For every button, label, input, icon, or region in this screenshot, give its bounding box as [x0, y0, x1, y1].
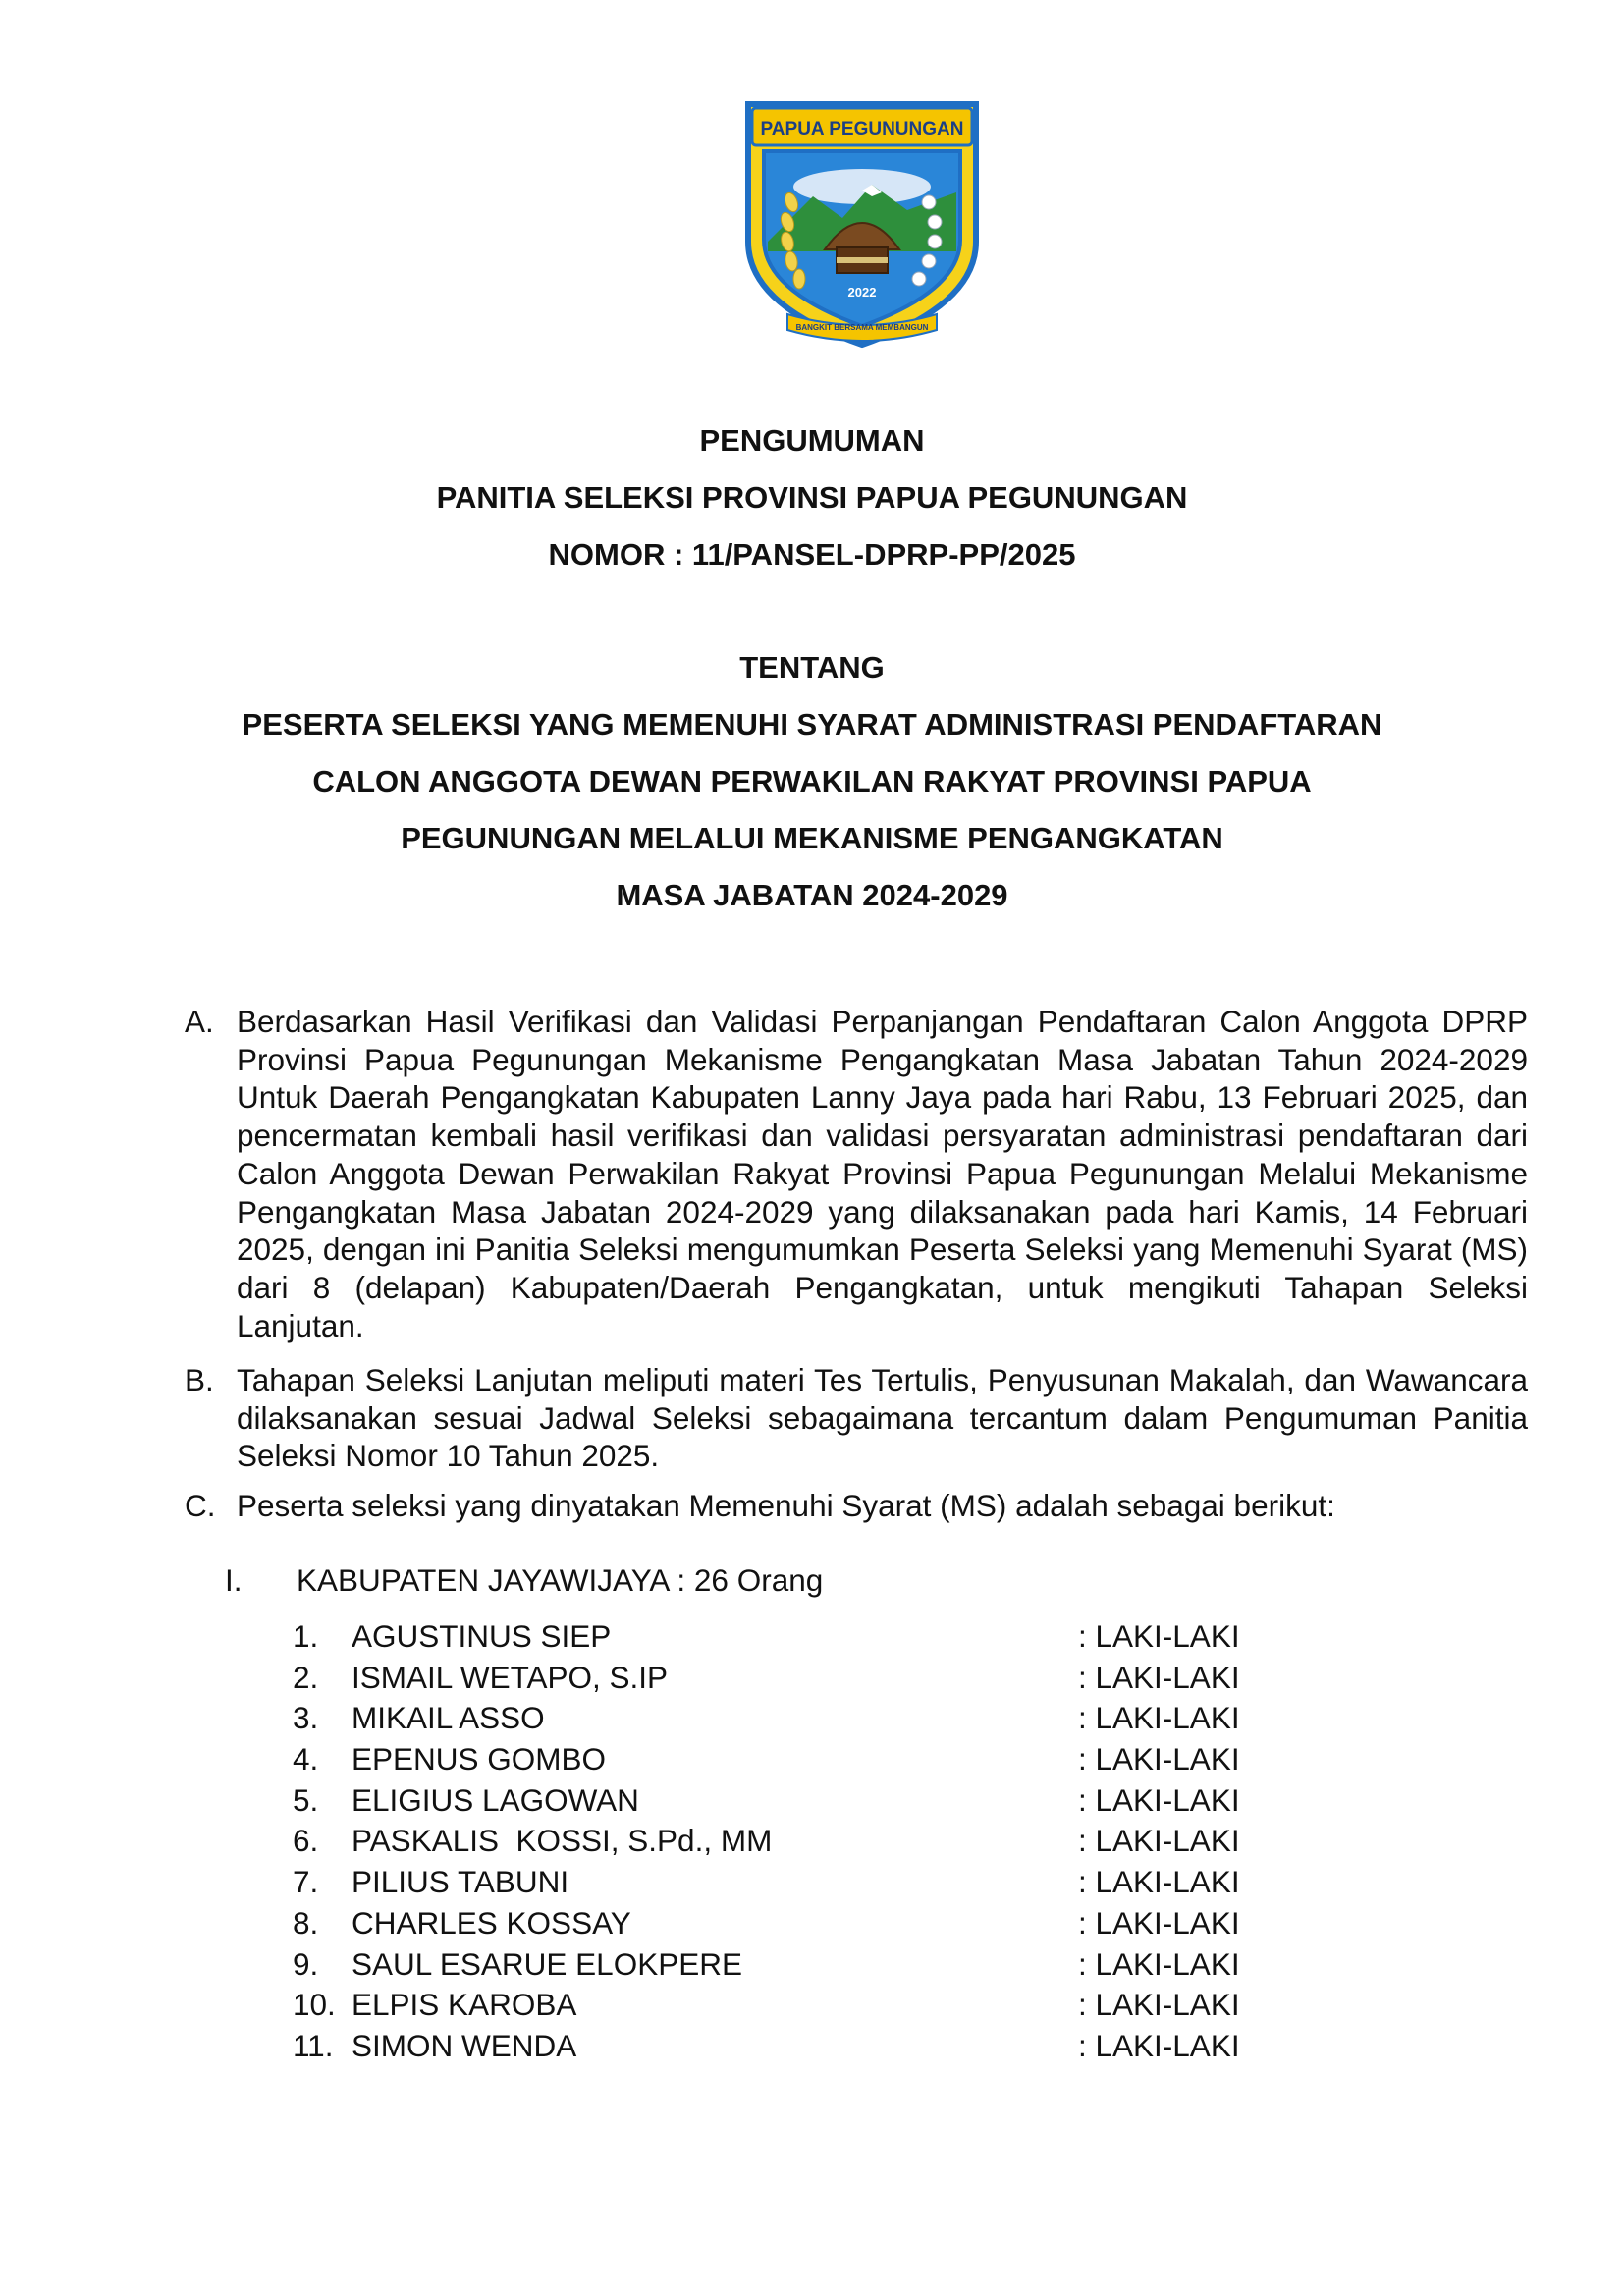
member-number: 3.: [293, 1700, 319, 1736]
member-name: SIMON WENDA: [352, 2027, 577, 2063]
member-name: ELIGIUS LAGOWAN: [352, 1781, 639, 1818]
section-number: I.: [225, 1562, 243, 1598]
member-name: AGUSTINUS SIEP: [352, 1618, 612, 1654]
list-item: [0, 1903, 1624, 1944]
list-item: [0, 1739, 1624, 1780]
member-number: 1.: [293, 1618, 319, 1654]
list-item: [0, 1616, 1624, 1658]
member-name: PILIUS TABUNI: [352, 1864, 569, 1900]
member-name: ISMAIL WETAPO, S.IP: [352, 1659, 669, 1695]
subject-term: MASA JABATAN 2024-2029: [616, 878, 1008, 912]
member-name: PASKALIS KOSSI, S.Pd., MM: [352, 1823, 773, 1859]
paragraph-text: Peserta seleksi yang dinyatakan Memenuhi Syarat (MS) adalah sebagai berikut:: [237, 1488, 1335, 1523]
subject-label: TENTANG: [739, 650, 885, 684]
header-title: PENGUMUMAN: [699, 423, 925, 458]
paragraph-letter: C.: [185, 1488, 216, 1523]
province-logo: [734, 94, 990, 350]
member-gender: : LAKI-LAKI: [1078, 1700, 1240, 1736]
list-item: [0, 1658, 1624, 1699]
list-item: [0, 1862, 1624, 1903]
member-name: MIKAIL ASSO: [352, 1700, 545, 1736]
member-gender: : LAKI-LAKI: [1078, 1659, 1240, 1695]
member-gender: : LAKI-LAKI: [1078, 1987, 1240, 2023]
list-item: [0, 1821, 1624, 1862]
member-number: 11.: [293, 2027, 334, 2063]
member-gender: : LAKI-LAKI: [1078, 1618, 1240, 1654]
header-number: NOMOR : 11/PANSEL-DPRP-PP/2025: [548, 537, 1076, 572]
paragraph-text: Tahapan Seleksi Lanjutan meliputi materi Tes Tertulis, Penyusunan Makalah, dan Wawancara dilaksanakan sesuai Jadwal Seleksi sebagaimana tercantum dalam Pengumuman Panitia Seleksi Nomor 10 Tahun 2025.: [237, 1362, 1528, 1474]
member-number: 8.: [293, 1904, 319, 1941]
member-gender: : LAKI-LAKI: [1078, 1945, 1240, 1982]
header-committee: PANITIA SELEKSI PROVINSI PAPUA PEGUNUNGAN: [436, 480, 1188, 515]
member-gender: : LAKI-LAKI: [1078, 1904, 1240, 1941]
subject-line: PEGUNUNGAN MELALUI MEKANISME PENGANGKATAN: [401, 821, 1223, 855]
member-number: 10.: [293, 1987, 336, 2023]
paragraph-letter: B.: [185, 1362, 214, 1397]
member-gender: : LAKI-LAKI: [1078, 1864, 1240, 1900]
paragraph-c: [185, 1487, 1528, 1525]
announcement-header: [0, 412, 1624, 583]
logo-banner-text: PAPUA PEGUNUNGAN: [760, 119, 964, 139]
member-name: ELPIS KAROBA: [352, 1987, 577, 2023]
list-item: [0, 1944, 1624, 1986]
section-title: KABUPATEN JAYAWIJAYA : 26 Orang: [297, 1562, 824, 1598]
member-gender: : LAKI-LAKI: [1078, 1741, 1240, 1777]
member-list: [0, 1616, 1624, 2067]
member-number: 5.: [293, 1781, 319, 1818]
member-number: 9.: [293, 1945, 319, 1982]
member-name: SAUL ESARUE ELOKPERE: [352, 1945, 742, 1982]
paragraph-b: [185, 1361, 1528, 1475]
member-number: 2.: [293, 1659, 319, 1695]
subject-line: CALON ANGGOTA DEWAN PERWAKILAN RAKYAT PROVINSI PAPUA: [312, 764, 1312, 798]
paragraph-a: [185, 1003, 1528, 1344]
logo-motto: BANGKIT BERSAMA MEMBANGUN: [795, 323, 929, 332]
announcement-subject: [0, 639, 1624, 924]
list-item: [0, 1985, 1624, 2026]
member-number: 7.: [293, 1864, 319, 1900]
member-gender: : LAKI-LAKI: [1078, 1781, 1240, 1818]
member-name: CHARLES KOSSAY: [352, 1904, 631, 1941]
member-gender: : LAKI-LAKI: [1078, 2027, 1240, 2063]
list-item: [0, 2026, 1624, 2067]
paragraph-letter: A.: [185, 1004, 214, 1039]
list-item: [0, 1780, 1624, 1822]
member-number: 6.: [293, 1823, 319, 1859]
list-item: [0, 1698, 1624, 1739]
member-name: EPENUS GOMBO: [352, 1741, 607, 1777]
member-number: 4.: [293, 1741, 319, 1777]
subject-line: PESERTA SELEKSI YANG MEMENUHI SYARAT ADMINISTRASI PENDAFTARAN: [242, 707, 1382, 741]
logo-year: 2022: [847, 285, 877, 300]
member-gender: : LAKI-LAKI: [1078, 1823, 1240, 1859]
paragraph-text: Berdasarkan Hasil Verifikasi dan Validasi Perpanjangan Pendaftaran Calon Anggota DPRP Provinsi Papua Pegunungan Mekanisme Pengangkatan Masa Jabatan Tahun 2024-2029 Untuk Daerah Pengangkatan Kabupaten Lanny Jaya pada hari Rabu, 13 Februari 2025, dan pencermatan kembali hasil verifikasi dan validasi persyaratan administrasi pendaftaran dari Calon Anggota Dewan Perwakilan Rakyat Provinsi Papua Pegunungan Melalui Mekanisme Pengangkatan Masa Jabatan 2024-2029 yang dilaksanakan pada hari Kamis, 14 Februari 2025, dengan ini Panitia Seleksi mengumumkan Peserta Seleksi yang Memenuhi Syarat (MS) dari 8 (delapan) Kabupaten/Daerah Pengangkatan, untuk mengikuti Tahapan Seleksi Lanjutan.: [237, 1004, 1528, 1343]
